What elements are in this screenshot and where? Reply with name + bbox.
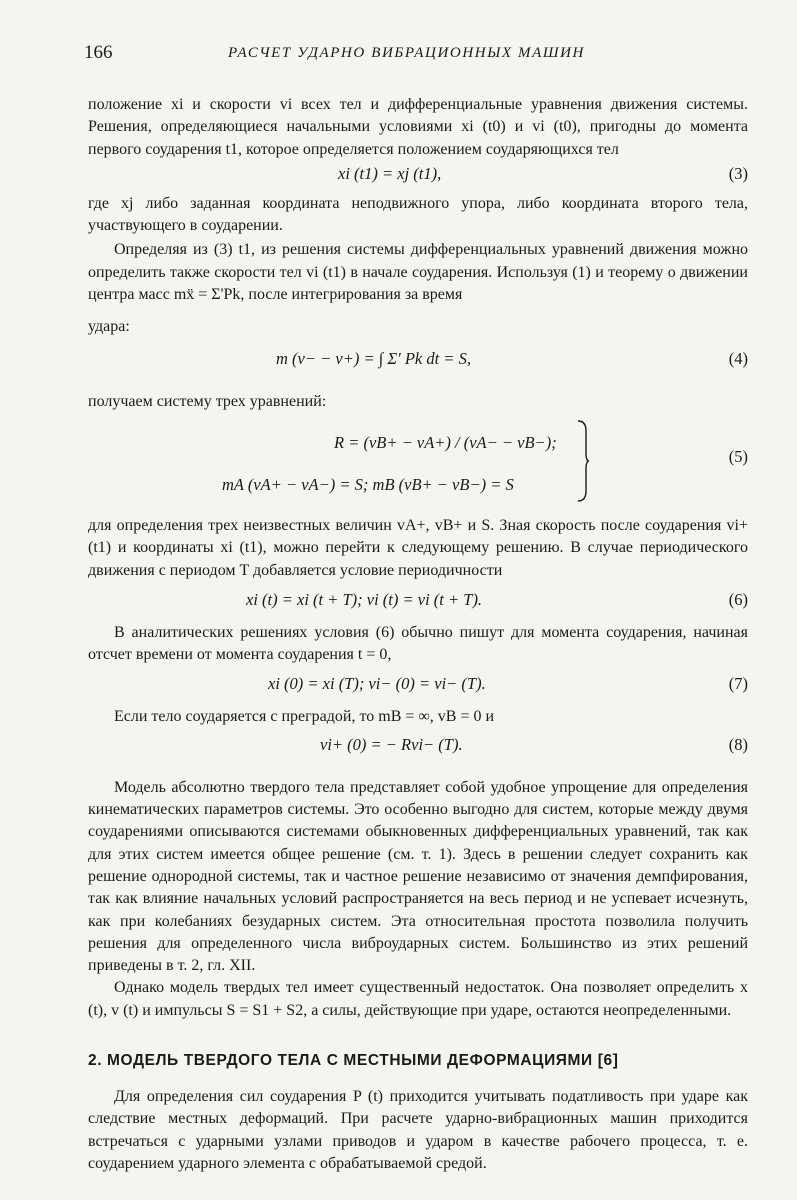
equation-3 xyxy=(88,161,748,189)
page-header xyxy=(84,42,748,68)
book-page xyxy=(84,42,748,1175)
paragraph-3-end: удара: xyxy=(88,318,130,336)
equation-5-line-1: R = (vB+ − vA+) / (vA− − vB−); xyxy=(334,432,557,452)
paragraph-4: получаем систему трех уравнений: xyxy=(88,392,327,410)
running-title: РАСЧЕТ УДАРНО ВИБРАЦИОННЫХ МАШИН xyxy=(228,45,585,61)
equation-6 xyxy=(88,582,748,618)
equation-6-body: xi (t) = xi (t + T); vi (t) = vi (t + T). xyxy=(246,589,483,609)
equation-3-body: xi (t1) = xj (t1), xyxy=(338,163,442,183)
equation-7-body: xi (0) = xi (T); vi− (0) = vi− (T). xyxy=(268,674,486,694)
equation-7-number: (7) xyxy=(728,674,748,694)
equation-4 xyxy=(88,339,748,389)
curly-brace-icon xyxy=(576,419,590,503)
equation-4-number: (4) xyxy=(728,348,748,368)
equation-5-line-2: mA (vA+ − vA−) = S; mB (vB+ − vB−) = S xyxy=(222,474,514,494)
paragraph-6: В аналитических решениях условия (6) обычно пишут для момента соударения, начиная отсчет времени от момента соударения t = 0, xyxy=(88,623,748,664)
equation-4-body: m (v− − v+) = ∫ Σ' Pk dt = S, xyxy=(276,348,471,368)
equation-5-number: (5) xyxy=(728,446,748,466)
paragraph-5: для определения трех неизвестных величин vA+, vB+ и S. Зная скорость после соударения vi+ (t1) и координаты xi (t1), можно перейти к следующему решению. В случае периодического движения с периодом T добавляется условие периодичности xyxy=(88,516,748,579)
paragraph-9: Однако модель твердых тел имеет существенный недостаток. Она позволяет определить x (t), v (t) и импульсы S = S1 + S2, а силы, действующие при ударе, остаются неопределенными. xyxy=(88,979,748,1019)
paragraph-7: Если тело соударяется с преградой, то mB = ∞, vB = 0 и xyxy=(114,708,495,726)
equation-8-number: (8) xyxy=(728,734,748,754)
paragraph-3: Определяя из (3) t1, из решения системы дифференциальных уравнений движения можно определить также скорости тел vi (t1) в начале соударения. Используя (1) и теорему о движении центра масс mẍ = Σ'Pk, после интегрирования за время xyxy=(88,241,748,304)
paragraph-2: где xj либо заданная координата неподвижного упора, либо координата второго тела, участвующего в соударении. xyxy=(88,194,748,235)
equation-5 xyxy=(88,413,748,509)
equation-8-body: vi+ (0) = − Rvi− (T). xyxy=(320,734,463,754)
page-number: 166 xyxy=(84,42,113,63)
equation-7 xyxy=(88,666,748,702)
equation-3-number: (3) xyxy=(728,163,748,183)
paragraph-8: Модель абсолютно твердого тела представляет собой удобное упрощение для определения кинематических параметров системы. Это особенно выгодно для систем, которые между двумя соударениями описываются системами обыкновенных дифференциальных уравнений, так как для этих систем имеется общее решение (см. т. 1). Здесь в решении следует сохранить как решение однородной системы, так и частное решение независимо от значения демпфирования, так как влияние начальных условий распространяется на весь период и не успевает исчезнуть, как при колебаниях безударных систем. Эта относительная простота позволила получить решения для определенного числа виброударных систем. Большинство из этих решений приведены в т. 2, гл. XII. xyxy=(88,778,748,975)
paragraph-1: положение xi и скорости vi всех тел и дифференциальные уравнения движения системы. Решения, определяющиеся начальными условиями xi (t0) и vi (t0), пригодны до момента первого соударения t1, которое определяется положением соударяющихся тел xyxy=(88,96,748,158)
section-heading: 2. МОДЕЛЬ ТВЕРДОГО ТЕЛА С МЕСТНЫМИ ДЕФОРМАЦИЯМИ [6] xyxy=(88,1052,619,1070)
paragraph-10: Для определения сил соударения P (t) приходится учитывать податливость при ударе как следствие местных деформаций. При расчете ударно-вибрационных машин приходится встречаться с ударными узлами приводов и ударом в качестве рабочего процесса, т. е. соударением ударного элемента с обрабатываемой средой. xyxy=(88,1088,748,1172)
equation-6-number: (6) xyxy=(728,589,748,609)
equation-8 xyxy=(88,729,748,765)
